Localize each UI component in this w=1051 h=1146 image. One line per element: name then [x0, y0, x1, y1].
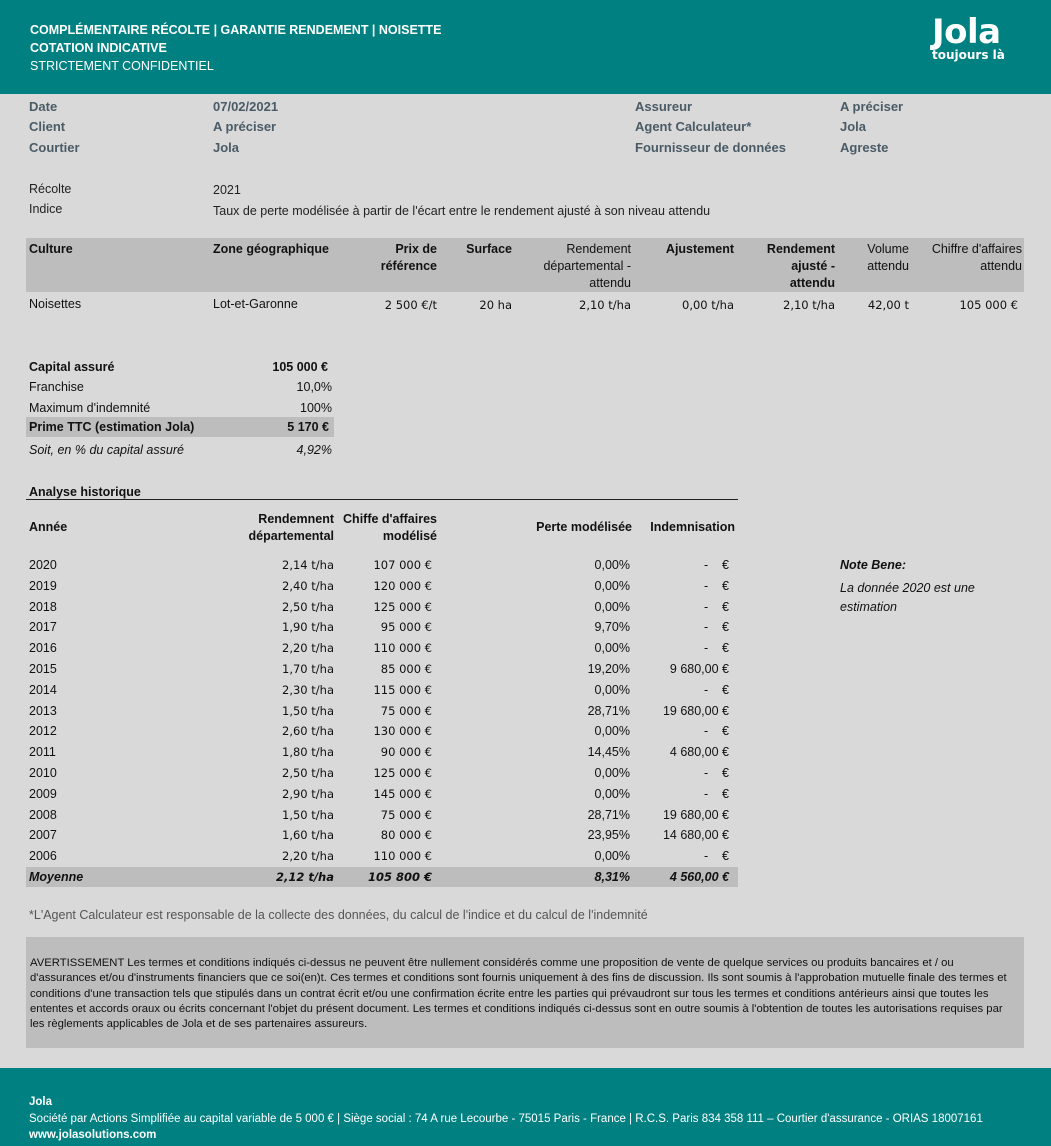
header-subtitle: COTATION INDICATIVE — [30, 41, 167, 55]
cell-annee: 2010 — [29, 766, 57, 780]
cell-perte: 0,00% — [594, 724, 630, 738]
cell-annee: 2011 — [29, 745, 56, 759]
cell-ca: 80 000 € — [380, 828, 432, 842]
col-rend-dep-line1: Rendemnent — [258, 512, 334, 526]
col-rend-line2: départemental - — [543, 259, 631, 273]
soit-row — [26, 440, 334, 460]
max-indemnite-row — [26, 398, 334, 418]
table-row — [26, 680, 738, 700]
jola-logo — [932, 14, 1005, 62]
cell-rend: 2,60 t/ha — [282, 724, 334, 738]
col-ajustement: Ajustement — [665, 242, 734, 256]
cell-indem: 19 680,00 € — [662, 704, 729, 718]
cell-indem: - € — [703, 641, 729, 655]
indice-value: Taux de perte modélisée à partir de l'écart entre le rendement ajusté à son niveau attendu — [213, 204, 711, 218]
table-row — [26, 597, 738, 617]
cell-rend: 2,20 t/ha — [282, 641, 334, 655]
cell-indem: - € — [703, 766, 729, 780]
cell-indem: 19 680,00 € — [662, 808, 729, 822]
prix-value: 2 500 €/t — [384, 298, 437, 312]
agent-value: Jola — [840, 119, 867, 134]
logo-tagline: toujours là — [932, 48, 1005, 62]
rendement-value: 2,10 t/ha — [579, 298, 631, 312]
col-ca-mod-line1: Chiffe d'affaires — [343, 512, 437, 526]
col-culture: Culture — [29, 242, 73, 256]
agent-label: Agent Calculateur* — [635, 119, 752, 134]
col-ca-mod-line2: modélisé — [382, 529, 437, 543]
cell-perte: 0,00% — [594, 558, 630, 572]
capital-value: 105 000 € — [272, 360, 328, 374]
cell-ca: 145 000 € — [373, 787, 432, 801]
col-rendaj-line1: Rendement — [766, 242, 835, 256]
cell-indem: - € — [703, 724, 729, 738]
header-banner — [0, 0, 1051, 94]
surface-value: 20 ha — [479, 298, 512, 312]
table-row — [26, 805, 738, 825]
max-indemnite-label: Maximum d'indemnité — [29, 401, 151, 415]
table-row — [26, 784, 738, 804]
client-label: Client — [29, 119, 66, 134]
footer-company: Jola — [29, 1096, 53, 1108]
cell-rend: 1,50 t/ha — [282, 704, 334, 718]
col-rendaj-line2: ajusté - — [791, 259, 835, 273]
table-row — [26, 846, 738, 866]
cell-annee: 2014 — [29, 683, 57, 697]
col-chiffre-affaires — [912, 241, 1022, 275]
average-indem: 4 560,00 € — [669, 870, 729, 884]
cell-ca: 115 000 € — [373, 683, 432, 697]
cell-indem: 9 680,00 € — [669, 662, 729, 676]
cell-indem: - € — [703, 849, 729, 863]
franchise-row — [26, 377, 334, 397]
courtier-value: Jola — [213, 140, 240, 155]
logo-name: Jola — [932, 12, 1001, 52]
max-indemnite-value: 100% — [300, 401, 332, 415]
note-title: Note Bene: — [840, 558, 906, 572]
col-rendement-departemental — [210, 511, 334, 545]
cell-indem: - € — [703, 683, 729, 697]
table-row — [26, 701, 738, 721]
col-rendement — [520, 241, 631, 292]
cell-rend: 2,50 t/ha — [282, 766, 334, 780]
col-rendement-ajuste — [740, 241, 835, 292]
date-value: 07/02/2021 — [213, 99, 279, 114]
footer-banner — [0, 1068, 1051, 1146]
col-ca-modelise — [336, 511, 437, 545]
header-confidential: STRICTEMENT CONFIDENTIEL — [30, 59, 214, 73]
soit-value: 4,92% — [296, 443, 332, 457]
cell-annee: 2006 — [29, 849, 57, 863]
average-ca: 105 800 € — [367, 870, 432, 884]
col-surface: Surface — [466, 242, 512, 256]
client-value: A préciser — [213, 119, 277, 134]
cell-ca: 75 000 € — [380, 704, 432, 718]
fournisseur-label: Fournisseur de données — [635, 140, 786, 155]
cell-perte: 14,45% — [587, 745, 630, 759]
rendement-ajuste-value: 2,10 t/ha — [783, 298, 835, 312]
cell-annee: 2019 — [29, 579, 57, 593]
col-rendaj-line3: attendu — [789, 276, 835, 290]
footnote: *L'Agent Calculateur est responsable de la collecte des données, du calcul de l'indice et du calcul de l'indemnité — [29, 908, 648, 922]
cell-perte: 0,00% — [594, 600, 630, 614]
table-row — [26, 825, 738, 845]
indice-label: Indice — [29, 202, 63, 216]
col-rend-dep-line2: départemental — [248, 529, 334, 543]
cell-rend: 1,90 t/ha — [282, 620, 334, 634]
cell-indem: - € — [703, 600, 729, 614]
assureur-label: Assureur — [635, 99, 693, 114]
assureur-value: A préciser — [840, 99, 904, 114]
cell-ca: 110 000 € — [373, 641, 432, 655]
cell-indem: 14 680,00 € — [662, 828, 729, 842]
cell-annee: 2016 — [29, 641, 57, 655]
col-vol-line1: Volume — [867, 242, 909, 256]
chiffre-affaires-value: 105 000 € — [959, 298, 1018, 312]
footer-website[interactable]: www.jolasolutions.com — [29, 1129, 157, 1141]
soit-label: Soit, en % du capital assuré — [29, 443, 184, 457]
historique-divider — [26, 499, 738, 500]
cell-ca: 125 000 € — [373, 600, 432, 614]
cell-rend: 2,14 t/ha — [282, 558, 334, 572]
average-row — [26, 867, 738, 887]
header-title: COMPLÉMENTAIRE RÉCOLTE | GARANTIE RENDEMENT | NOISETTE — [30, 23, 442, 37]
cell-perte: 28,71% — [587, 704, 630, 718]
average-annee: Moyenne — [29, 870, 84, 884]
cell-ca: 85 000 € — [380, 662, 432, 676]
recolte-value: 2021 — [213, 183, 241, 197]
cell-annee: 2013 — [29, 704, 57, 718]
average-rend: 2,12 t/ha — [275, 870, 334, 884]
cell-perte: 0,00% — [594, 849, 630, 863]
table-row — [26, 659, 738, 679]
cell-ca: 120 000 € — [373, 579, 432, 593]
cell-rend: 2,40 t/ha — [282, 579, 334, 593]
col-rend-line1: Rendement — [566, 242, 631, 256]
fournisseur-value: Agreste — [840, 140, 889, 155]
zone-value: Lot-et-Garonne — [213, 297, 298, 311]
col-prix-line1: Prix de — [395, 242, 437, 256]
note-body: La donnée 2020 est une estimation — [840, 581, 975, 614]
cell-perte: 0,00% — [594, 683, 630, 697]
cell-rend: 1,50 t/ha — [282, 808, 334, 822]
cell-ca: 75 000 € — [380, 808, 432, 822]
table-row — [26, 763, 738, 783]
cell-annee: 2015 — [29, 662, 57, 676]
cell-ca: 107 000 € — [373, 558, 432, 572]
cell-perte: 23,95% — [587, 828, 630, 842]
cell-annee: 2009 — [29, 787, 57, 801]
col-perte-modelisee: Perte modélisée — [536, 520, 632, 534]
col-annee: Année — [29, 520, 68, 534]
warning-box — [26, 937, 1024, 1048]
cell-ca: 125 000 € — [373, 766, 432, 780]
culture-value: Noisettes — [29, 297, 82, 311]
col-vol-line2: attendu — [867, 259, 909, 273]
prime-label: Prime TTC (estimation Jola) — [29, 420, 195, 434]
cell-indem: - € — [703, 620, 729, 634]
historique-title: Analyse historique — [29, 485, 141, 499]
cell-rend: 1,60 t/ha — [282, 828, 334, 842]
table-row — [26, 742, 738, 762]
cell-ca: 90 000 € — [380, 745, 432, 759]
col-prix-line2: référence — [380, 259, 437, 273]
cell-annee: 2008 — [29, 808, 57, 822]
col-ca-line1: Chiffre d'affaires — [931, 242, 1022, 256]
table-row — [26, 555, 738, 575]
cell-rend: 2,50 t/ha — [282, 600, 334, 614]
average-perte: 8,31% — [594, 870, 630, 884]
cell-rend: 1,80 t/ha — [282, 745, 334, 759]
ajustement-value: 0,00 t/ha — [682, 298, 734, 312]
warning-text: AVERTISSEMENT Les termes et conditions indiqués ci-dessus ne peuvent être nullement considérés comme une proposition de vente de quelque services ou produits bancaires et / ou d'assurances et/ou d'instruments financiers que ce soi(en)t. Ces termes et conditions sont fournis uniquement à des fins de discussion. Ils sont soumis à l'approbation mutuelle finale des termes et conditions d'une transaction tels que stipulés dans un contrat écrit et/ou une confirmation écrite entre les parties qui prévaudront sur tous les termes et conditions antérieurs ainsi que toutes les ententes et accords oraux ou écrits concernant l'objet du présent document. Les termes et conditions indiqués ci-dessus sont en outre soumis à l'obtention de toutes les autorisations requises par les règlements applicables de Jola et de ses partenaires assureurs. — [30, 957, 1007, 1031]
cell-perte: 28,71% — [587, 808, 630, 822]
cell-ca: 95 000 € — [380, 620, 432, 634]
col-prix — [340, 241, 437, 275]
table-row — [26, 617, 738, 637]
volume-value: 42,00 t — [867, 298, 909, 312]
col-ca-line2: attendu — [980, 259, 1022, 273]
cell-rend: 2,20 t/ha — [282, 849, 334, 863]
cell-annee: 2007 — [29, 828, 57, 842]
col-volume — [845, 241, 909, 275]
franchise-value: 10,0% — [296, 380, 332, 394]
cell-rend: 2,90 t/ha — [282, 787, 334, 801]
cell-rend: 2,30 t/ha — [282, 683, 334, 697]
cell-ca: 110 000 € — [373, 849, 432, 863]
capital-label: Capital assuré — [29, 360, 115, 374]
cell-perte: 0,00% — [594, 641, 630, 655]
cell-rend: 1,70 t/ha — [282, 662, 334, 676]
table-row — [26, 638, 738, 658]
franchise-label: Franchise — [29, 380, 84, 394]
cell-annee: 2018 — [29, 600, 57, 614]
cell-indem: - € — [703, 787, 729, 801]
capital-row — [26, 357, 334, 377]
col-rend-line3: attendu — [589, 276, 631, 290]
prime-value: 5 170 € — [287, 420, 329, 434]
col-zone: Zone géographique — [213, 242, 329, 256]
prime-row — [26, 417, 334, 437]
cell-perte: 0,00% — [594, 787, 630, 801]
cell-indem: - € — [703, 558, 729, 572]
cell-annee: 2012 — [29, 724, 57, 738]
cell-perte: 0,00% — [594, 579, 630, 593]
col-indemnisation: Indemnisation — [650, 520, 735, 534]
cell-perte: 0,00% — [594, 766, 630, 780]
cell-perte: 19,20% — [587, 662, 630, 676]
footer-legal: Société par Actions Simplifiée au capital variable de 5 000 € | Siège social : 74 A rue Lecourbe - 75015 Paris - France | R.C.S. Paris 834 358 111 – Courtier d'assurance - ORIAS 18007161 — [29, 1113, 983, 1125]
cell-ca: 130 000 € — [373, 724, 432, 738]
cell-indem: 4 680,00 € — [669, 745, 729, 759]
date-label: Date — [29, 99, 58, 114]
cell-annee: 2020 — [29, 558, 57, 572]
courtier-label: Courtier — [29, 140, 80, 155]
table-row — [26, 576, 738, 596]
cell-annee: 2017 — [29, 620, 57, 634]
cell-perte: 9,70% — [594, 620, 630, 634]
table-row — [26, 721, 738, 741]
cell-indem: - € — [703, 579, 729, 593]
recolte-label: Récolte — [29, 182, 72, 196]
